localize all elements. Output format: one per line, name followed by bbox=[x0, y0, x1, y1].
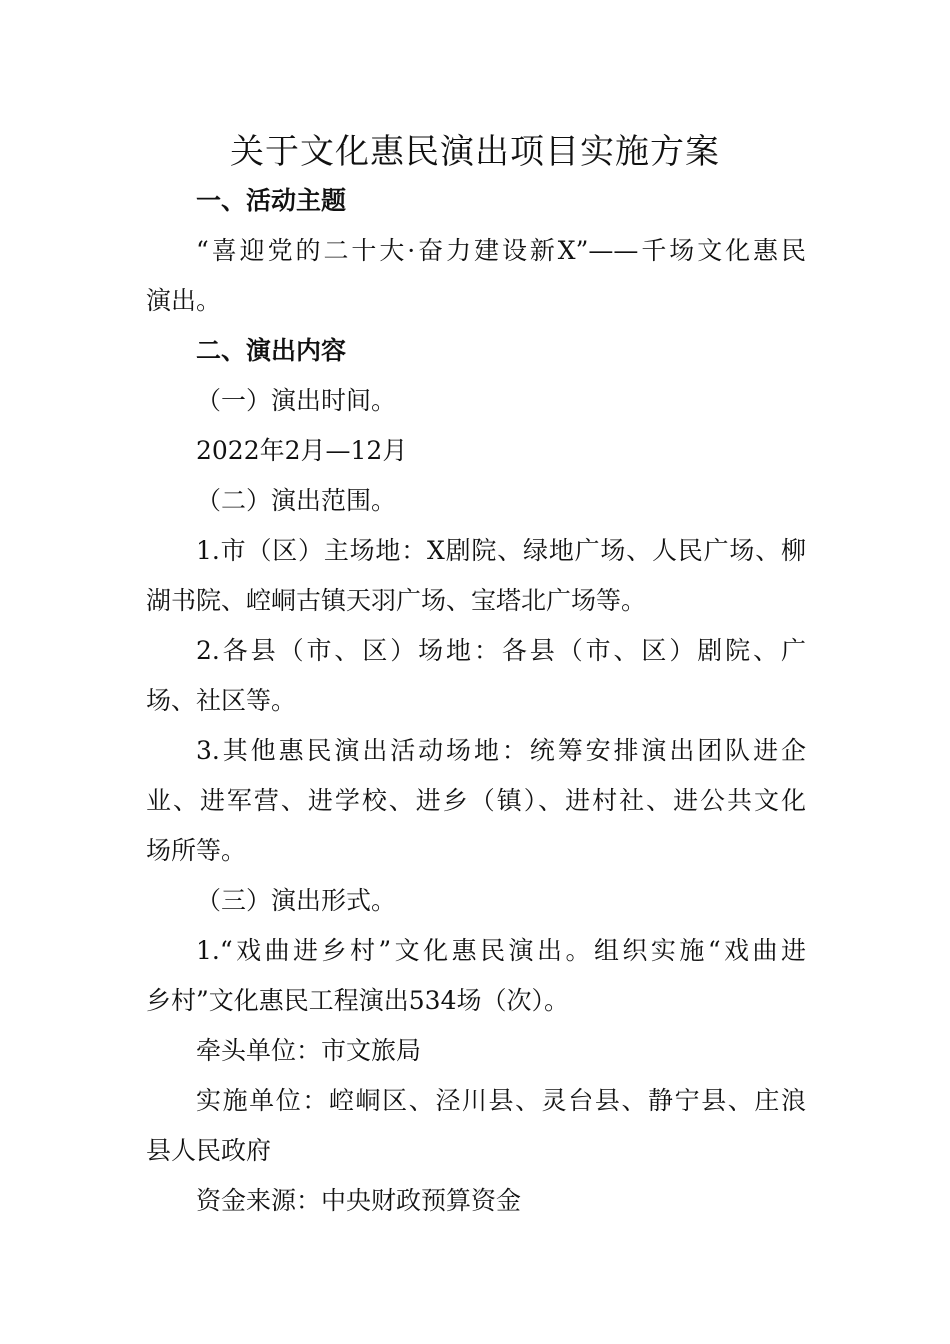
paragraph-line: 1.市（区）主场地：X剧院、绿地广场、人民广场、柳 bbox=[196, 536, 806, 565]
paragraph-line: 3.其他惠民演出活动场地：统筹安排演出团队进企 bbox=[196, 736, 806, 765]
paragraph-line: 县人民政府 bbox=[146, 1136, 272, 1165]
paragraph-line: 乡村”文化惠民工程演出534场（次）。 bbox=[146, 986, 569, 1015]
paragraph-line: 2022年2月—12月 bbox=[196, 436, 408, 465]
paragraph-line: 2.各县（市、区）场地：各县（市、区）剧院、广 bbox=[196, 636, 806, 665]
subsection-heading: （一）演出时间。 bbox=[196, 386, 397, 415]
paragraph-line: 场、社区等。 bbox=[146, 686, 297, 715]
subsection-heading: （二）演出范围。 bbox=[196, 486, 397, 515]
paragraph-line: 场所等。 bbox=[146, 836, 247, 865]
paragraph-line: “喜迎党的二十大·奋力建设新X”——千场文化惠民 bbox=[196, 236, 806, 265]
paragraph-line: 演出。 bbox=[146, 286, 222, 315]
section-heading-activity-theme: 一、活动主题 bbox=[196, 186, 347, 215]
subsection-heading: （三）演出形式。 bbox=[196, 886, 397, 915]
section-heading-performance-content: 二、演出内容 bbox=[196, 336, 347, 365]
paragraph-line: 资金来源：中央财政预算资金 bbox=[196, 1186, 522, 1215]
paragraph-line: 湖书院、崆峒古镇天羽广场、宝塔北广场等。 bbox=[146, 586, 647, 615]
paragraph-line: 实施单位：崆峒区、泾川县、灵台县、静宁县、庄浪 bbox=[196, 1086, 806, 1115]
paragraph-line: 业、进军营、进学校、进乡（镇）、进村社、进公共文化 bbox=[146, 786, 806, 815]
paragraph-line: 牵头单位：市文旅局 bbox=[196, 1036, 422, 1065]
document-title: 关于文化惠民演出项目实施方案 bbox=[230, 132, 720, 172]
paragraph-line: 1.“戏曲进乡村”文化惠民演出。组织实施“戏曲进 bbox=[196, 936, 806, 965]
